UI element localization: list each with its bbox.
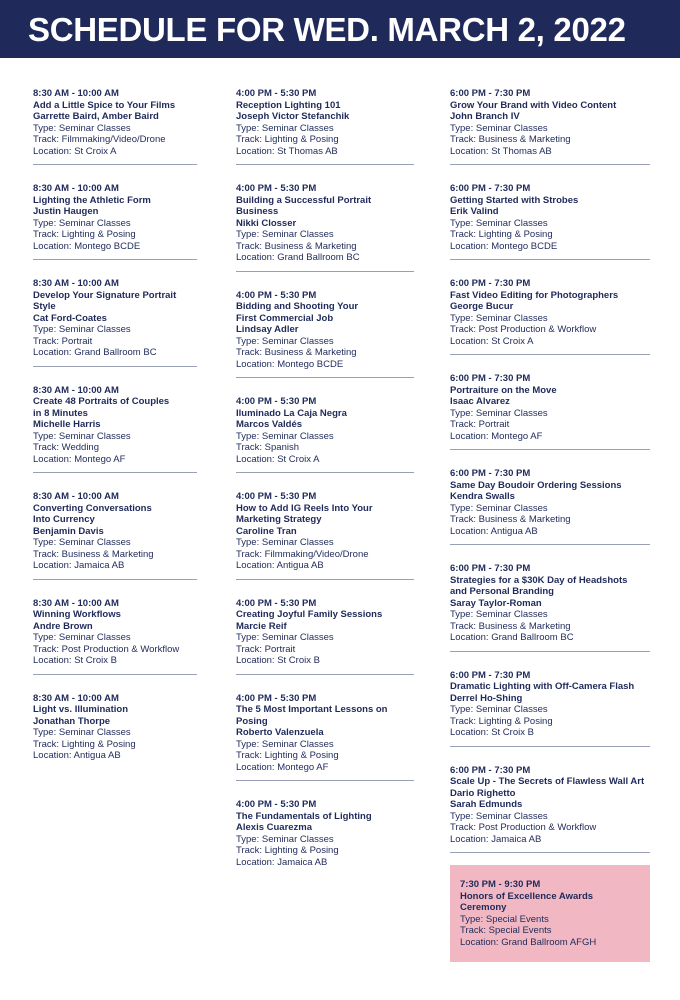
session-track: Track: Filmmaking/Video/Drone [33, 134, 166, 145]
session-type: Type: Seminar Classes [450, 312, 548, 324]
session-title: Getting Started with Strobes [450, 194, 579, 206]
session-track: Track: Lighting & Posing [236, 845, 339, 856]
session-type: Type: Seminar Classes [450, 502, 548, 514]
session-type: Type: Seminar Classes [236, 229, 334, 240]
session-track: Track: Spanish [236, 442, 300, 453]
session-card [450, 759, 650, 854]
session-title: Light vs. Illumination [33, 704, 128, 715]
session-card [33, 82, 197, 165]
session-title: Lighting the Athletic Form [33, 194, 151, 206]
session-track: Track: Filmmaking/Video/Drone [236, 548, 369, 560]
session-title: Create 48 Portraits of Couples [33, 396, 170, 407]
session-track: Track: Business & Marketing [450, 620, 571, 632]
session-speaker: Kendra Swalls [450, 491, 515, 502]
session-title: Building a Successful Portrait Business [236, 194, 372, 217]
session-time: 8:30 AM - 10:00 AM [33, 491, 119, 502]
session-track: Track: Business & Marketing [236, 347, 357, 358]
session-track: Track: Post Production & Workflow [33, 643, 180, 655]
session-card [33, 379, 197, 474]
session-time: 8:30 AM - 10:00 AM [33, 278, 119, 289]
session-type: Type: Seminar Classes [450, 217, 548, 229]
session-track: Track: Lighting & Posing [450, 715, 553, 727]
session-speaker: Sarah Edmunds [450, 799, 523, 810]
session-title: Dramatic Lighting with Off-Camera Flash [450, 681, 635, 692]
session-title: and Personal Branding [450, 586, 554, 597]
session-speaker: Alexis Cuarezma [236, 822, 313, 833]
session-time: 6:00 PM - 7:30 PM [450, 669, 531, 681]
schedule-column-evening [450, 82, 650, 974]
session-location: Location: Jamaica AB [236, 856, 328, 868]
session-time: 4:00 PM - 5:30 PM [236, 88, 317, 99]
session-card [33, 485, 197, 580]
session-speaker: Nikki Closser [236, 217, 297, 229]
session-track: Track: Lighting & Posing [33, 738, 136, 750]
session-location: Location: Antigua AB [236, 560, 324, 571]
session-location: Location: St Croix A [236, 453, 320, 465]
session-title: Portraiture on the Move [450, 384, 557, 396]
session-location: Location: Grand Ballroom AFGH [460, 936, 597, 948]
session-card [450, 82, 650, 165]
session-location: Location: Grand Ballroom BC [450, 632, 574, 643]
session-time: 4:00 PM - 5:30 PM [236, 597, 317, 609]
session-type: Type: Seminar Classes [236, 122, 334, 134]
session-track: Track: Business & Marketing [450, 514, 571, 525]
session-time: 4:00 PM - 5:30 PM [236, 396, 317, 407]
session-location: Location: Grand Ballroom BC [236, 252, 360, 263]
session-speaker: Lindsay Adler [236, 324, 299, 335]
session-type: Type: Seminar Classes [450, 407, 548, 419]
session-card [236, 592, 414, 675]
session-location: Location: Montego BCDE [33, 240, 141, 252]
session-location: Location: Montego BCDE [450, 240, 558, 252]
session-title: Iluminado La Caja Negra [236, 407, 347, 419]
schedule-column-afternoon [236, 82, 414, 887]
session-title: Creating Joyful Family Sessions [236, 609, 383, 620]
session-title: Strategies for a $30K Day of Headshots [450, 574, 628, 586]
session-card [236, 687, 414, 782]
session-title: Winning Workflows [33, 609, 121, 620]
session-time: 6:00 PM - 7:30 PM [450, 373, 531, 384]
session-card [450, 462, 650, 545]
schedule-column-morning [33, 82, 197, 781]
session-speaker: George Bucur [450, 301, 514, 312]
session-location: Location: St Croix A [450, 335, 534, 347]
session-location: Location: Antigua AB [450, 525, 538, 537]
session-speaker: Benjamin Davis [33, 525, 104, 537]
session-location: Location: St Croix A [33, 145, 117, 157]
session-time: 4:00 PM - 5:30 PM [236, 491, 317, 502]
session-card [236, 793, 414, 875]
page-title: SCHEDULE FOR WED. MARCH 2, 2022 [28, 11, 626, 48]
session-speaker: Isaac Alvarez [450, 396, 510, 407]
session-card [33, 592, 197, 675]
session-time: 8:30 AM - 10:00 AM [33, 692, 119, 704]
session-time: 4:00 PM - 5:30 PM [236, 289, 317, 301]
session-time: 6:00 PM - 7:30 PM [450, 88, 531, 99]
session-type: Type: Seminar Classes [450, 122, 548, 134]
session-title: Add a Little Spice to Your Films [33, 99, 176, 111]
session-track: Track: Special Events [460, 925, 552, 936]
session-track: Track: Lighting & Posing [236, 134, 339, 145]
session-title: First Commercial Job [236, 312, 334, 324]
session-time: 6:00 PM - 7:30 PM [450, 278, 531, 289]
session-time: 6:00 PM - 7:30 PM [450, 183, 531, 194]
session-track: Track: Portrait [450, 419, 510, 430]
session-title: Marketing Strategy [236, 514, 322, 525]
session-time: 6:00 PM - 7:30 PM [450, 764, 531, 776]
session-time: 8:30 AM - 10:00 AM [33, 597, 119, 609]
session-card [450, 272, 650, 355]
session-time: 7:30 PM - 9:30 PM [460, 879, 541, 890]
session-title: Bidding and Shooting Your [236, 301, 359, 312]
session-location: Location: Jamaica AB [450, 833, 542, 845]
session-track: Track: Post Production & Workflow [450, 822, 597, 833]
session-time: 4:00 PM - 5:30 PM [236, 183, 317, 194]
session-time: 8:30 AM - 10:00 AM [33, 384, 119, 396]
session-title: Honors of Excellence Awards Ceremony [460, 890, 594, 913]
session-speaker: Derrel Ho-Shing [450, 692, 523, 704]
session-type: Type: Seminar Classes [33, 430, 131, 442]
session-type: Type: Seminar Classes [236, 632, 334, 643]
session-type: Type: Seminar Classes [236, 430, 334, 442]
session-title: Converting Conversations [33, 502, 152, 514]
session-speaker: John Branch IV [450, 111, 520, 122]
session-title: The 5 Most Important Lessons on Posing [236, 704, 388, 727]
session-time: 6:00 PM - 7:30 PM [450, 468, 531, 479]
session-time: 6:00 PM - 7:30 PM [450, 563, 531, 574]
session-location: Location: Montego AF [236, 761, 329, 773]
session-track: Track: Lighting & Posing [33, 229, 136, 240]
session-card [33, 272, 197, 367]
session-type: Type: Seminar Classes [450, 810, 548, 822]
session-speaker: Caroline Tran [236, 525, 297, 537]
session-speaker: Marcie Reif [236, 620, 287, 632]
session-card [450, 177, 650, 260]
special-event-card [450, 865, 650, 962]
session-card [236, 284, 414, 379]
session-speaker: Jonathan Thorpe [33, 715, 111, 727]
session-speaker: Erik Valind [450, 206, 499, 217]
session-title: Same Day Boudoir Ordering Sessions [450, 479, 622, 491]
session-speaker: Justin Haugen [33, 206, 99, 217]
session-speaker: Michelle Harris [33, 419, 101, 430]
session-card [33, 687, 197, 769]
session-type: Type: Seminar Classes [33, 632, 131, 643]
session-title: Into Currency [33, 514, 95, 525]
session-location: Location: St Thomas AB [450, 145, 552, 157]
session-track: Track: Business & Marketing [33, 548, 154, 560]
session-card [236, 82, 414, 165]
session-time: 8:30 AM - 10:00 AM [33, 88, 119, 99]
session-type: Type: Seminar Classes [33, 324, 131, 335]
session-card [450, 664, 650, 747]
page-header [0, 0, 680, 58]
session-type: Type: Seminar Classes [33, 537, 131, 548]
session-track: Track: Wedding [33, 442, 99, 453]
session-type: Type: Seminar Classes [33, 122, 131, 134]
session-title: in 8 Minutes [33, 407, 88, 419]
session-time: 8:30 AM - 10:00 AM [33, 183, 119, 194]
session-type: Type: Seminar Classes [236, 335, 334, 347]
session-speaker: Cat Ford-Coates [33, 312, 107, 324]
session-location: Location: Antigua AB [33, 750, 121, 761]
session-track: Track: Lighting & Posing [450, 229, 553, 240]
session-speaker: Marcos Valdés [236, 419, 303, 430]
session-location: Location: Jamaica AB [33, 560, 125, 571]
session-speaker: Andre Brown [33, 620, 93, 632]
session-card [236, 390, 414, 473]
session-type: Type: Seminar Classes [450, 609, 548, 620]
session-title: How to Add IG Reels Into Your [236, 502, 373, 514]
session-location: Location: Grand Ballroom BC [33, 347, 157, 358]
session-speaker: Garrette Baird, Amber Baird [33, 111, 159, 122]
session-card [450, 367, 650, 450]
session-card [236, 485, 414, 580]
session-speaker: Joseph Victor Stefanchik [236, 111, 350, 122]
session-location: Location: St Croix B [236, 655, 320, 666]
session-location: Location: St Croix B [33, 655, 117, 666]
session-track: Track: Lighting & Posing [236, 750, 339, 761]
session-type: Type: Seminar Classes [450, 704, 548, 715]
session-type: Type: Seminar Classes [236, 738, 334, 750]
session-title: Reception Lighting 101 [236, 99, 341, 111]
session-track: Track: Portrait [33, 335, 93, 347]
session-location: Location: Montego AF [450, 430, 543, 442]
session-title: The Fundamentals of Lighting [236, 810, 372, 822]
session-title: Fast Video Editing for Photographers [450, 289, 619, 301]
session-card [450, 557, 650, 652]
session-location: Location: Montego BCDE [236, 358, 344, 370]
session-card [33, 177, 197, 260]
session-track: Track: Post Production & Workflow [450, 324, 597, 335]
session-speaker: Roberto Valenzuela [236, 727, 324, 738]
session-location: Location: Montego AF [33, 453, 126, 465]
session-type: Type: Seminar Classes [33, 217, 131, 229]
session-type: Type: Seminar Classes [33, 727, 131, 738]
session-time: 4:00 PM - 5:30 PM [236, 692, 317, 704]
session-type: Type: Seminar Classes [236, 833, 334, 845]
session-title: Grow Your Brand with Video Content [450, 99, 617, 111]
session-type: Type: Seminar Classes [236, 537, 334, 548]
session-card [236, 177, 414, 272]
session-title: Scale Up - The Secrets of Flawless Wall Art [450, 776, 645, 787]
session-location: Location: St Thomas AB [236, 145, 338, 157]
session-title: Develop Your Signature Portrait Style [33, 289, 177, 312]
session-track: Track: Portrait [236, 643, 296, 655]
session-type: Type: Special Events [460, 913, 549, 925]
session-speaker: Dario Righetto [450, 787, 516, 799]
session-track: Track: Business & Marketing [236, 240, 357, 252]
session-location: Location: St Croix B [450, 727, 534, 738]
session-speaker: Saray Taylor-Roman [450, 597, 542, 609]
session-track: Track: Business & Marketing [450, 134, 571, 145]
session-time: 4:00 PM - 5:30 PM [236, 799, 317, 810]
